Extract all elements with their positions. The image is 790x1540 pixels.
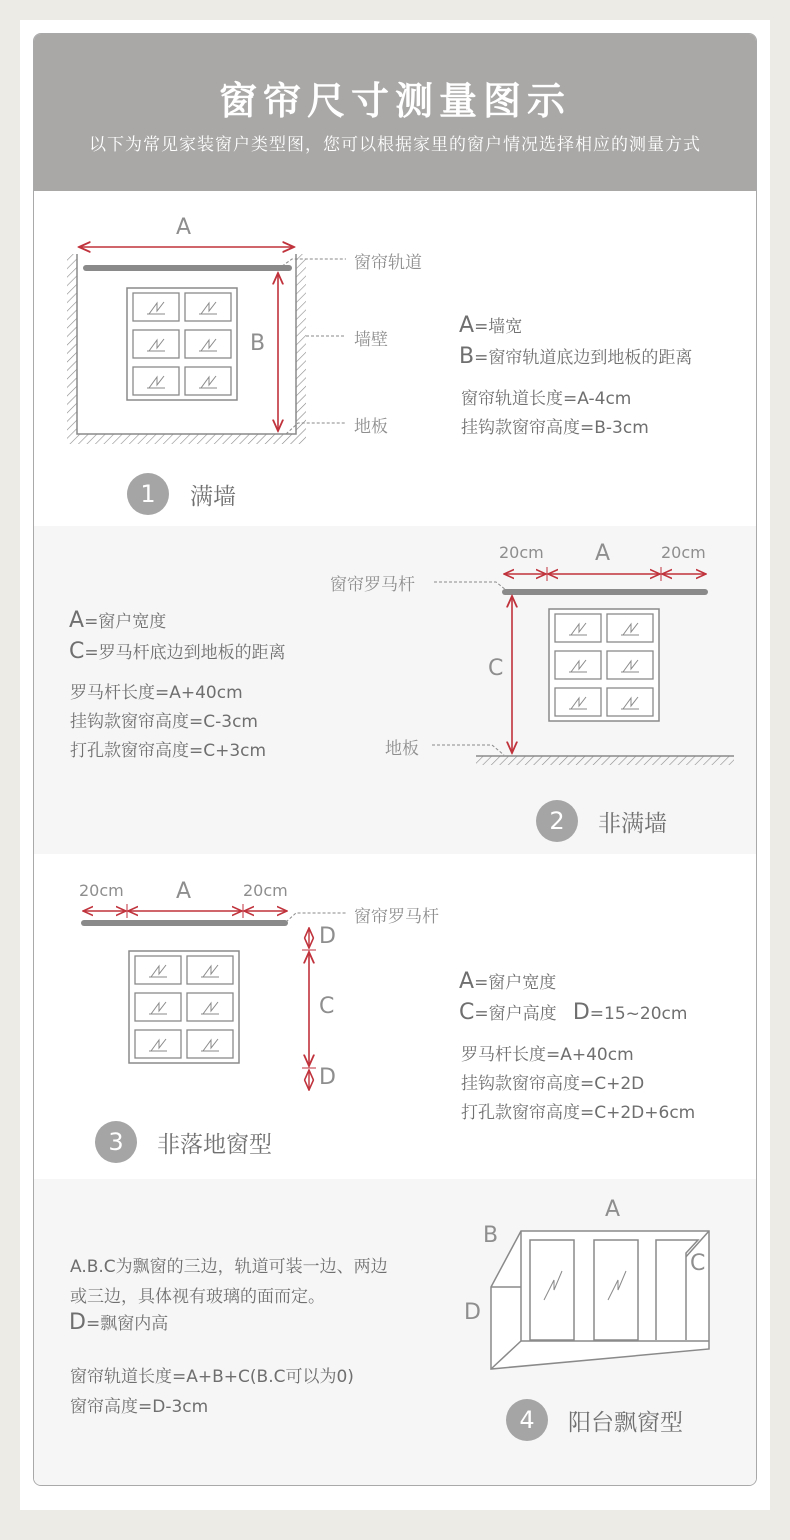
page [20,20,770,1510]
dimension-a-label: A [176,879,192,904]
formula-rod-length: 罗马杆长度=A+40cm [461,1045,634,1065]
definition-a: A=墙宽 [459,313,523,338]
section-name: 非满墙 [598,811,667,837]
header-banner [34,34,756,191]
section-name: 非落地窗型 [157,1132,272,1158]
rod-label: 窗帘罗马杆 [354,907,439,927]
dimension-d-bottom-label: D [319,1065,336,1090]
page-subtitle: 以下为常见家装窗户类型图，您可以根据家里的窗户情况选择相应的测量方式 [89,135,701,155]
formula-hook-height: 挂钩款窗帘高度=C-3cm [70,712,258,732]
formula-curtain-height: 窗帘高度=D-3cm [70,1397,209,1417]
side-c-label: C [690,1251,706,1276]
margin-left-label: 20cm [499,543,544,562]
margin-right-label: 20cm [661,543,706,562]
definition-a: A=窗户宽度 [69,608,167,633]
height-d-label: D [464,1300,481,1325]
wall-label: 墙壁 [354,330,388,350]
floor-label: 地板 [385,739,419,759]
section-name: 阳台飘窗型 [568,1410,683,1436]
formula-track-length: 窗帘轨道长度=A+B+C(B.C可以为0) [70,1367,354,1387]
formula-hook-height: 挂钩款窗帘高度=B-3cm [461,418,649,438]
formula-grommet-height: 打孔款窗帘高度=C+3cm [70,741,267,761]
side-b-label: B [483,1223,499,1248]
section-number-badge: 2 [536,800,578,842]
section-number-badge: 4 [506,1399,548,1441]
formula-hook-height: 挂钩款窗帘高度=C+2D [461,1074,645,1094]
dimension-c-label: C [319,994,335,1019]
section-non-floor-window [34,854,756,1179]
dimension-c-label: C [488,656,504,681]
track-label: 窗帘轨道 [354,253,422,273]
dimension-a-label: A [595,541,611,566]
definition-d: D=飘窗内高 [69,1310,169,1335]
margin-left-label: 20cm [79,881,124,900]
side-a-label: A [605,1197,621,1222]
dimension-a-label: A [176,215,192,240]
section-full-wall [34,191,756,526]
page-title: 窗帘尺寸测量图示 [218,78,571,123]
description-line-2: 或三边，具体视有玻璃的面而定。 [70,1287,325,1307]
formula-grommet-height: 打孔款窗帘高度=C+2D+6cm [461,1103,696,1123]
definition-a: A=窗户宽度 [459,969,557,994]
formula-track-length: 窗帘轨道长度=A-4cm [461,389,632,409]
dimension-b-label: B [250,331,266,356]
formula-rod-length: 罗马杆长度=A+40cm [70,683,243,703]
section-bay-window [34,1179,756,1485]
definition-c: C=罗马杆底边到地板的距离 [69,639,286,664]
rod-label: 窗帘罗马杆 [330,575,415,595]
dimension-d-top-label: D [319,924,336,949]
section-name: 满墙 [190,484,236,510]
definition-b: B=窗帘轨道底边到地板的距离 [459,344,693,369]
section-number-badge: 1 [127,473,169,515]
floor-label: 地板 [354,417,388,437]
margin-right-label: 20cm [243,881,288,900]
definition-c-d: C=窗户高度 D=15~20cm [459,1000,688,1025]
section-number-badge: 3 [95,1121,137,1163]
section-partial-wall [34,526,756,854]
description-line-1: A.B.C为飘窗的三边，轨道可装一边、两边 [70,1257,388,1277]
guide-card [33,33,757,1486]
